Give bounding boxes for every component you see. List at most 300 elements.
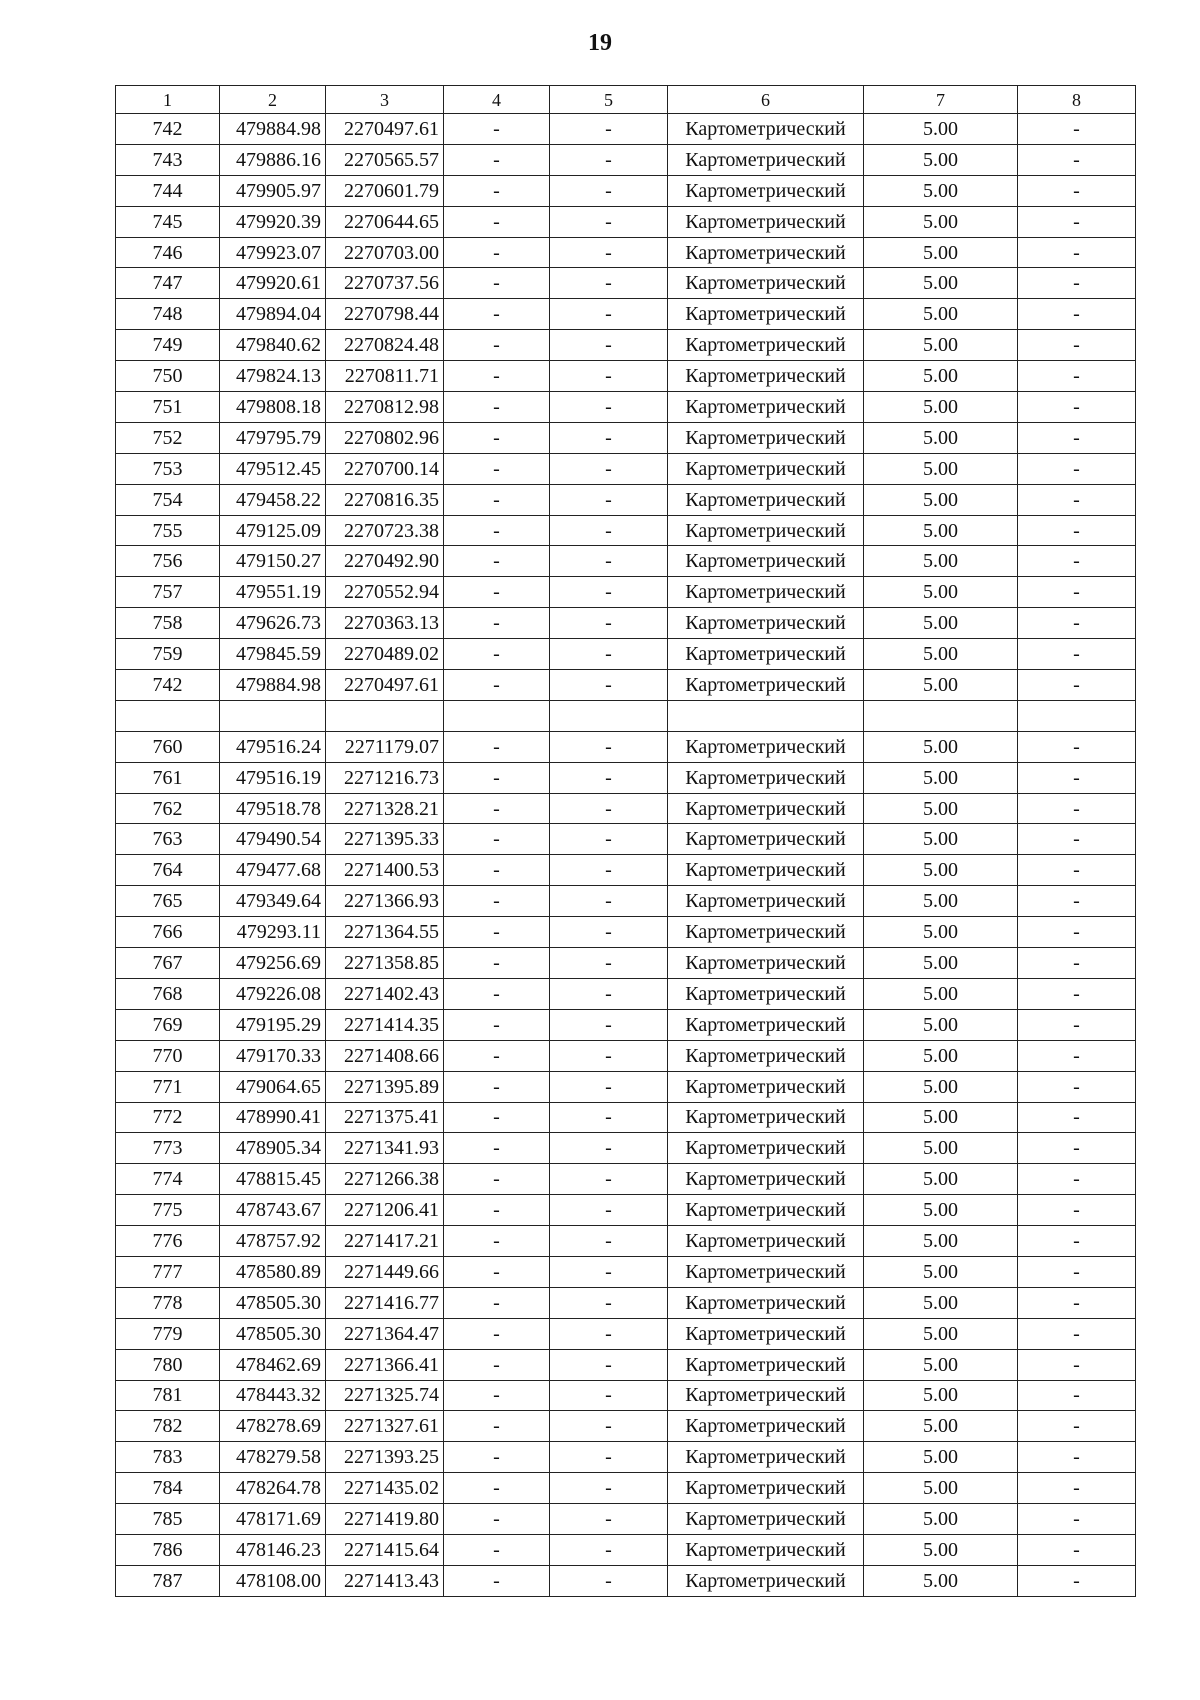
- table-row: [116, 1473, 1136, 1504]
- method-cell: Картометрический: [668, 731, 864, 762]
- table-row: [116, 639, 1136, 670]
- y-coordinate-cell: [326, 700, 444, 731]
- table-row: [116, 546, 1136, 577]
- y-coordinate-cell: 2271364.47: [326, 1318, 444, 1349]
- col4-cell: -: [444, 948, 550, 979]
- table-row: [116, 978, 1136, 1009]
- col5-cell: -: [550, 546, 668, 577]
- x-coordinate-cell: 479920.61: [220, 268, 326, 299]
- point-number-cell: 786: [116, 1534, 220, 1565]
- x-coordinate-cell: 478990.41: [220, 1102, 326, 1133]
- col4-cell: -: [444, 762, 550, 793]
- y-coordinate-cell: 2271395.89: [326, 1071, 444, 1102]
- col5-cell: -: [550, 1318, 668, 1349]
- col8-cell: -: [1018, 978, 1136, 1009]
- col5-cell: -: [550, 948, 668, 979]
- col5-cell: -: [550, 422, 668, 453]
- method-cell: Картометрический: [668, 1534, 864, 1565]
- point-number-cell: 751: [116, 392, 220, 423]
- table-row: [116, 1565, 1136, 1596]
- col8-cell: -: [1018, 1040, 1136, 1071]
- table-row: [116, 1380, 1136, 1411]
- col5-cell: -: [550, 1040, 668, 1071]
- col4-cell: -: [444, 1009, 550, 1040]
- y-coordinate-cell: 2270824.48: [326, 330, 444, 361]
- col4-cell: -: [444, 824, 550, 855]
- y-coordinate-cell: 2270703.00: [326, 237, 444, 268]
- col5-cell: -: [550, 1164, 668, 1195]
- column-header: 6: [668, 86, 864, 114]
- method-cell: Картометрический: [668, 1195, 864, 1226]
- col8-cell: -: [1018, 1534, 1136, 1565]
- col8-cell: -: [1018, 670, 1136, 701]
- point-number-cell: 782: [116, 1411, 220, 1442]
- x-coordinate-cell: 479256.69: [220, 948, 326, 979]
- col4-cell: -: [444, 731, 550, 762]
- x-coordinate-cell: 479626.73: [220, 608, 326, 639]
- x-coordinate-cell: [220, 700, 326, 731]
- method-cell: Картометрический: [668, 422, 864, 453]
- table-row: [116, 824, 1136, 855]
- y-coordinate-cell: 2271179.07: [326, 731, 444, 762]
- col8-cell: -: [1018, 114, 1136, 145]
- method-cell: Картометрический: [668, 237, 864, 268]
- method-cell: Картометрический: [668, 1349, 864, 1380]
- col5-cell: -: [550, 206, 668, 237]
- x-coordinate-cell: 478279.58: [220, 1442, 326, 1473]
- col8-cell: -: [1018, 392, 1136, 423]
- accuracy-cell: 5.00: [864, 948, 1018, 979]
- method-cell: Картометрический: [668, 1411, 864, 1442]
- accuracy-cell: 5.00: [864, 608, 1018, 639]
- table-row: [116, 1102, 1136, 1133]
- table-row: [116, 762, 1136, 793]
- col5-cell: -: [550, 484, 668, 515]
- accuracy-cell: 5.00: [864, 361, 1018, 392]
- method-cell: Картометрический: [668, 299, 864, 330]
- method-cell: Картометрический: [668, 917, 864, 948]
- col4-cell: -: [444, 1442, 550, 1473]
- y-coordinate-cell: 2270644.65: [326, 206, 444, 237]
- method-cell: Картометрический: [668, 793, 864, 824]
- col5-cell: -: [550, 1504, 668, 1535]
- col4-cell: -: [444, 639, 550, 670]
- point-number-cell: 750: [116, 361, 220, 392]
- col5-cell: -: [550, 639, 668, 670]
- method-cell: Картометрический: [668, 1164, 864, 1195]
- point-number-cell: 755: [116, 515, 220, 546]
- accuracy-cell: 5.00: [864, 639, 1018, 670]
- col4-cell: -: [444, 175, 550, 206]
- accuracy-cell: 5.00: [864, 299, 1018, 330]
- y-coordinate-cell: 2271449.66: [326, 1256, 444, 1287]
- col8-cell: -: [1018, 515, 1136, 546]
- col5-cell: -: [550, 1442, 668, 1473]
- accuracy-cell: 5.00: [864, 1256, 1018, 1287]
- col5-cell: -: [550, 1534, 668, 1565]
- col4-cell: -: [444, 1349, 550, 1380]
- point-number-cell: 772: [116, 1102, 220, 1133]
- method-cell: Картометрический: [668, 670, 864, 701]
- point-number-cell: 762: [116, 793, 220, 824]
- table-row: [116, 1226, 1136, 1257]
- accuracy-cell: 5.00: [864, 1071, 1018, 1102]
- method-cell: Картометрический: [668, 886, 864, 917]
- accuracy-cell: 5.00: [864, 824, 1018, 855]
- col8-cell: -: [1018, 453, 1136, 484]
- column-header: 3: [326, 86, 444, 114]
- col5-cell: -: [550, 886, 668, 917]
- y-coordinate-cell: 2270737.56: [326, 268, 444, 299]
- col4-cell: -: [444, 422, 550, 453]
- y-coordinate-cell: 2271341.93: [326, 1133, 444, 1164]
- point-number-cell: 779: [116, 1318, 220, 1349]
- y-coordinate-cell: 2270497.61: [326, 114, 444, 145]
- table-row: [116, 268, 1136, 299]
- x-coordinate-cell: 479923.07: [220, 237, 326, 268]
- y-coordinate-cell: 2271415.64: [326, 1534, 444, 1565]
- accuracy-cell: 5.00: [864, 793, 1018, 824]
- col8-cell: -: [1018, 1349, 1136, 1380]
- col5-cell: -: [550, 1133, 668, 1164]
- point-number-cell: 766: [116, 917, 220, 948]
- table-row: [116, 299, 1136, 330]
- point-number-cell: 787: [116, 1565, 220, 1596]
- col8-cell: -: [1018, 1195, 1136, 1226]
- col4-cell: -: [444, 144, 550, 175]
- method-cell: Картометрический: [668, 392, 864, 423]
- table-row: [116, 1349, 1136, 1380]
- col4-cell: -: [444, 206, 550, 237]
- y-coordinate-cell: 2271395.33: [326, 824, 444, 855]
- y-coordinate-cell: 2270601.79: [326, 175, 444, 206]
- x-coordinate-cell: 479894.04: [220, 299, 326, 330]
- col4-cell: -: [444, 268, 550, 299]
- x-coordinate-cell: 478757.92: [220, 1226, 326, 1257]
- column-header: 2: [220, 86, 326, 114]
- col5-cell: -: [550, 1102, 668, 1133]
- y-coordinate-cell: 2271216.73: [326, 762, 444, 793]
- table-row: [116, 1071, 1136, 1102]
- point-number-cell: 769: [116, 1009, 220, 1040]
- accuracy-cell: 5.00: [864, 886, 1018, 917]
- y-coordinate-cell: 2270802.96: [326, 422, 444, 453]
- col5-cell: -: [550, 762, 668, 793]
- x-coordinate-cell: 478108.00: [220, 1565, 326, 1596]
- accuracy-cell: 5.00: [864, 1473, 1018, 1504]
- col8-cell: -: [1018, 886, 1136, 917]
- x-coordinate-cell: 479490.54: [220, 824, 326, 855]
- col8-cell: -: [1018, 762, 1136, 793]
- y-coordinate-cell: 2271375.41: [326, 1102, 444, 1133]
- col5-cell: [550, 700, 668, 731]
- accuracy-cell: 5.00: [864, 855, 1018, 886]
- x-coordinate-cell: 479477.68: [220, 855, 326, 886]
- col4-cell: -: [444, 1318, 550, 1349]
- y-coordinate-cell: 2271364.55: [326, 917, 444, 948]
- table-row: [116, 330, 1136, 361]
- y-coordinate-cell: 2270363.13: [326, 608, 444, 639]
- method-cell: Картометрический: [668, 1287, 864, 1318]
- col4-cell: -: [444, 1287, 550, 1318]
- point-number-cell: 748: [116, 299, 220, 330]
- method-cell: Картометрический: [668, 1380, 864, 1411]
- x-coordinate-cell: 478743.67: [220, 1195, 326, 1226]
- table-row: [116, 515, 1136, 546]
- method-cell: Картометрический: [668, 1226, 864, 1257]
- col5-cell: -: [550, 1195, 668, 1226]
- table-row: [116, 1195, 1136, 1226]
- point-number-cell: 776: [116, 1226, 220, 1257]
- col4-cell: -: [444, 1040, 550, 1071]
- method-cell: Картометрический: [668, 1318, 864, 1349]
- method-cell: Картометрический: [668, 515, 864, 546]
- table-row: [116, 175, 1136, 206]
- y-coordinate-cell: 2271393.25: [326, 1442, 444, 1473]
- col8-cell: -: [1018, 1442, 1136, 1473]
- method-cell: Картометрический: [668, 577, 864, 608]
- y-coordinate-cell: 2271206.41: [326, 1195, 444, 1226]
- col8-cell: -: [1018, 1411, 1136, 1442]
- col8-cell: -: [1018, 1009, 1136, 1040]
- point-number-cell: 746: [116, 237, 220, 268]
- table-row: [116, 577, 1136, 608]
- col5-cell: -: [550, 577, 668, 608]
- table-row: [116, 422, 1136, 453]
- col4-cell: -: [444, 330, 550, 361]
- column-header: 8: [1018, 86, 1136, 114]
- col5-cell: -: [550, 330, 668, 361]
- x-coordinate-cell: 479884.98: [220, 114, 326, 145]
- col8-cell: -: [1018, 1318, 1136, 1349]
- col5-cell: -: [550, 1256, 668, 1287]
- col5-cell: -: [550, 670, 668, 701]
- accuracy-cell: 5.00: [864, 484, 1018, 515]
- x-coordinate-cell: 479195.29: [220, 1009, 326, 1040]
- point-number-cell: 758: [116, 608, 220, 639]
- y-coordinate-cell: 2271419.80: [326, 1504, 444, 1535]
- point-number-cell: 778: [116, 1287, 220, 1318]
- method-cell: Картометрический: [668, 206, 864, 237]
- y-coordinate-cell: 2270489.02: [326, 639, 444, 670]
- col5-cell: -: [550, 608, 668, 639]
- col8-cell: -: [1018, 361, 1136, 392]
- point-number-cell: 767: [116, 948, 220, 979]
- method-cell: Картометрический: [668, 1565, 864, 1596]
- col4-cell: -: [444, 670, 550, 701]
- point-number-cell: 745: [116, 206, 220, 237]
- method-cell: Картометрический: [668, 1133, 864, 1164]
- col4-cell: -: [444, 1102, 550, 1133]
- x-coordinate-cell: 479516.24: [220, 731, 326, 762]
- point-number-cell: 781: [116, 1380, 220, 1411]
- accuracy-cell: 5.00: [864, 546, 1018, 577]
- point-number-cell: 759: [116, 639, 220, 670]
- x-coordinate-cell: 479795.79: [220, 422, 326, 453]
- col4-cell: -: [444, 978, 550, 1009]
- x-coordinate-cell: 479905.97: [220, 175, 326, 206]
- col5-cell: -: [550, 824, 668, 855]
- col5-cell: -: [550, 1287, 668, 1318]
- method-cell: Картометрический: [668, 1009, 864, 1040]
- col4-cell: -: [444, 1473, 550, 1504]
- x-coordinate-cell: 478264.78: [220, 1473, 326, 1504]
- col5-cell: -: [550, 1380, 668, 1411]
- x-coordinate-cell: 479293.11: [220, 917, 326, 948]
- col8-cell: -: [1018, 793, 1136, 824]
- x-coordinate-cell: 479458.22: [220, 484, 326, 515]
- table-row: [116, 917, 1136, 948]
- method-cell: Картометрический: [668, 114, 864, 145]
- x-coordinate-cell: 478580.89: [220, 1256, 326, 1287]
- x-coordinate-cell: 479226.08: [220, 978, 326, 1009]
- col5-cell: -: [550, 175, 668, 206]
- method-cell: Картометрический: [668, 268, 864, 299]
- table-row: [116, 1411, 1136, 1442]
- table-row: [116, 1318, 1136, 1349]
- col8-cell: -: [1018, 824, 1136, 855]
- accuracy-cell: 5.00: [864, 1565, 1018, 1596]
- column-header: 7: [864, 86, 1018, 114]
- col5-cell: -: [550, 793, 668, 824]
- x-coordinate-cell: 479551.19: [220, 577, 326, 608]
- point-number-cell: 757: [116, 577, 220, 608]
- method-cell: Картометрический: [668, 948, 864, 979]
- col4-cell: -: [444, 299, 550, 330]
- point-number-cell: 747: [116, 268, 220, 299]
- table-row: [116, 1287, 1136, 1318]
- table-row: [116, 237, 1136, 268]
- accuracy-cell: 5.00: [864, 1504, 1018, 1535]
- accuracy-cell: 5.00: [864, 1009, 1018, 1040]
- accuracy-cell: 5.00: [864, 1102, 1018, 1133]
- y-coordinate-cell: 2271366.93: [326, 886, 444, 917]
- coordinates-table: [115, 85, 1136, 1597]
- col8-cell: -: [1018, 268, 1136, 299]
- method-cell: Картометрический: [668, 546, 864, 577]
- col4-cell: -: [444, 793, 550, 824]
- accuracy-cell: 5.00: [864, 1318, 1018, 1349]
- method-cell: [668, 700, 864, 731]
- y-coordinate-cell: 2270723.38: [326, 515, 444, 546]
- point-number-cell: 760: [116, 731, 220, 762]
- accuracy-cell: 5.00: [864, 670, 1018, 701]
- y-coordinate-cell: 2271400.53: [326, 855, 444, 886]
- accuracy-cell: 5.00: [864, 1349, 1018, 1380]
- accuracy-cell: 5.00: [864, 114, 1018, 145]
- point-number-cell: 742: [116, 114, 220, 145]
- table-row: [116, 608, 1136, 639]
- col4-cell: -: [444, 1565, 550, 1596]
- col4-cell: -: [444, 1380, 550, 1411]
- x-coordinate-cell: 479064.65: [220, 1071, 326, 1102]
- col4-cell: -: [444, 855, 550, 886]
- x-coordinate-cell: 478505.30: [220, 1318, 326, 1349]
- table-row: [116, 392, 1136, 423]
- accuracy-cell: 5.00: [864, 1287, 1018, 1318]
- col4-cell: -: [444, 1164, 550, 1195]
- method-cell: Картометрический: [668, 330, 864, 361]
- accuracy-cell: 5.00: [864, 392, 1018, 423]
- point-number-cell: 754: [116, 484, 220, 515]
- col8-cell: -: [1018, 1565, 1136, 1596]
- column-header: 4: [444, 86, 550, 114]
- y-coordinate-cell: 2271408.66: [326, 1040, 444, 1071]
- method-cell: Картометрический: [668, 175, 864, 206]
- point-number-cell: 756: [116, 546, 220, 577]
- point-number-cell: 775: [116, 1195, 220, 1226]
- table-row: [116, 1009, 1136, 1040]
- point-number-cell: 768: [116, 978, 220, 1009]
- col8-cell: -: [1018, 1133, 1136, 1164]
- y-coordinate-cell: 2271416.77: [326, 1287, 444, 1318]
- col8-cell: [1018, 700, 1136, 731]
- col8-cell: -: [1018, 484, 1136, 515]
- col5-cell: -: [550, 392, 668, 423]
- method-cell: Картометрический: [668, 824, 864, 855]
- col4-cell: -: [444, 114, 550, 145]
- col8-cell: -: [1018, 1071, 1136, 1102]
- accuracy-cell: 5.00: [864, 268, 1018, 299]
- accuracy-cell: 5.00: [864, 515, 1018, 546]
- x-coordinate-cell: 479125.09: [220, 515, 326, 546]
- y-coordinate-cell: 2271366.41: [326, 1349, 444, 1380]
- point-number-cell: 753: [116, 453, 220, 484]
- col5-cell: -: [550, 1411, 668, 1442]
- method-cell: Картометрический: [668, 144, 864, 175]
- table-row: [116, 1534, 1136, 1565]
- y-coordinate-cell: 2271325.74: [326, 1380, 444, 1411]
- accuracy-cell: 5.00: [864, 978, 1018, 1009]
- y-coordinate-cell: 2270565.57: [326, 144, 444, 175]
- table-row: [116, 144, 1136, 175]
- table-row: [116, 670, 1136, 701]
- col8-cell: -: [1018, 948, 1136, 979]
- accuracy-cell: 5.00: [864, 1226, 1018, 1257]
- col8-cell: -: [1018, 206, 1136, 237]
- col8-cell: -: [1018, 299, 1136, 330]
- point-number-cell: 752: [116, 422, 220, 453]
- x-coordinate-cell: 479840.62: [220, 330, 326, 361]
- accuracy-cell: 5.00: [864, 1040, 1018, 1071]
- col8-cell: -: [1018, 175, 1136, 206]
- accuracy-cell: [864, 700, 1018, 731]
- x-coordinate-cell: 479884.98: [220, 670, 326, 701]
- point-number-cell: 774: [116, 1164, 220, 1195]
- y-coordinate-cell: 2271266.38: [326, 1164, 444, 1195]
- x-coordinate-cell: 479518.78: [220, 793, 326, 824]
- page-number: 19: [588, 30, 612, 56]
- col5-cell: -: [550, 1071, 668, 1102]
- x-coordinate-cell: 479845.59: [220, 639, 326, 670]
- point-number-cell: [116, 700, 220, 731]
- col4-cell: -: [444, 608, 550, 639]
- x-coordinate-cell: 479150.27: [220, 546, 326, 577]
- point-number-cell: 763: [116, 824, 220, 855]
- col5-cell: -: [550, 144, 668, 175]
- y-coordinate-cell: 2271402.43: [326, 978, 444, 1009]
- col4-cell: -: [444, 453, 550, 484]
- col4-cell: -: [444, 1071, 550, 1102]
- col4-cell: -: [444, 1195, 550, 1226]
- x-coordinate-cell: 478505.30: [220, 1287, 326, 1318]
- column-header: 5: [550, 86, 668, 114]
- col8-cell: -: [1018, 1226, 1136, 1257]
- col8-cell: -: [1018, 1473, 1136, 1504]
- accuracy-cell: 5.00: [864, 1534, 1018, 1565]
- col8-cell: -: [1018, 917, 1136, 948]
- accuracy-cell: 5.00: [864, 1442, 1018, 1473]
